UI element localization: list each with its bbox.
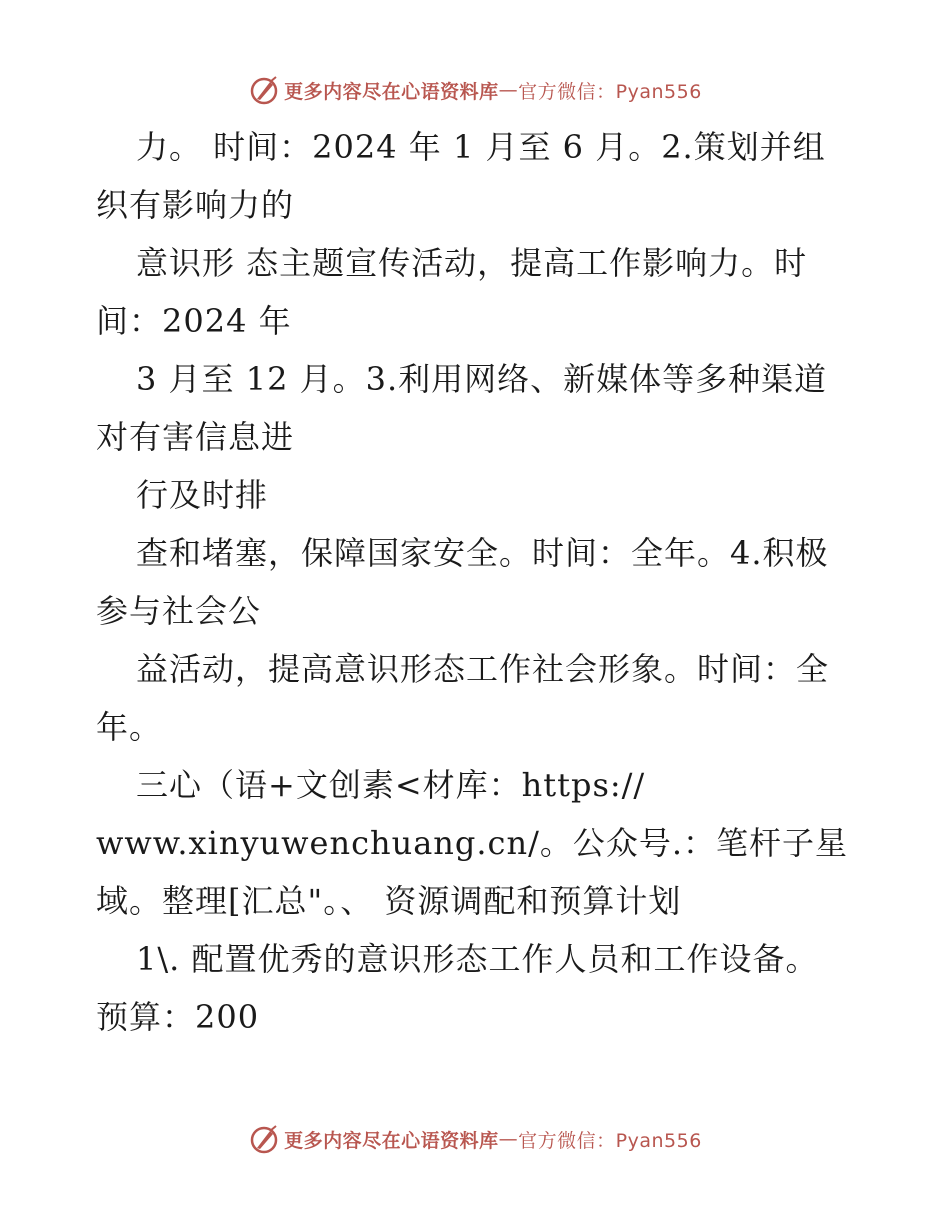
text-line-14: 域。整理[汇总"。、 资源调配和预算计划	[96, 882, 682, 920]
watermark-dash: —	[498, 1128, 519, 1150]
text-line-11: 年。	[96, 708, 163, 746]
quill-logo-icon	[248, 1123, 280, 1155]
header-watermark	[0, 70, 950, 110]
watermark-main-text: 更多内容尽在心语资料库	[284, 80, 499, 103]
watermark-wechat-text: 官方微信：Pyan556	[518, 1129, 702, 1152]
text-line-5: 3 月至 12 月。3.利用网络、新媒体等多种渠道	[136, 360, 828, 398]
footer-watermark	[0, 1119, 950, 1159]
text-line-3: 意识形 态主题宣传活动，提高工作影响力。时	[136, 244, 808, 282]
text-line-4: 间：2024 年	[96, 302, 292, 340]
text-line-15: 1\. 配置优秀的意识形态工作人员和工作设备。	[136, 940, 819, 978]
text-line-16: 预算：200	[96, 998, 260, 1036]
text-line-7: 行及时排	[136, 476, 269, 514]
text-line-9: 参与社会公	[96, 592, 262, 630]
document-body	[96, 118, 856, 1046]
watermark-main-text: 更多内容尽在心语资料库	[284, 1129, 499, 1152]
text-line-13: www.xinyuwenchuang.cn/。公众号.：笔杆子星	[96, 824, 849, 862]
text-line-1: 力。 时间：2024 年 1 月至 6 月。2.策划并组	[136, 128, 826, 166]
quill-logo-icon	[248, 74, 280, 106]
text-line-10: 益活动，提高意识形态工作社会形象。时间：全	[136, 650, 830, 688]
text-line-8: 查和堵塞，保障国家安全。时间：全年。4.积极	[136, 534, 829, 572]
text-line-2: 织有影响力的	[96, 186, 295, 224]
text-line-12: 三心（语+文创素<材库：https://	[136, 766, 646, 804]
watermark-dash: —	[498, 79, 519, 101]
watermark-wechat-text: 官方微信：Pyan556	[518, 80, 702, 103]
text-line-6: 对有害信息进	[96, 418, 295, 456]
